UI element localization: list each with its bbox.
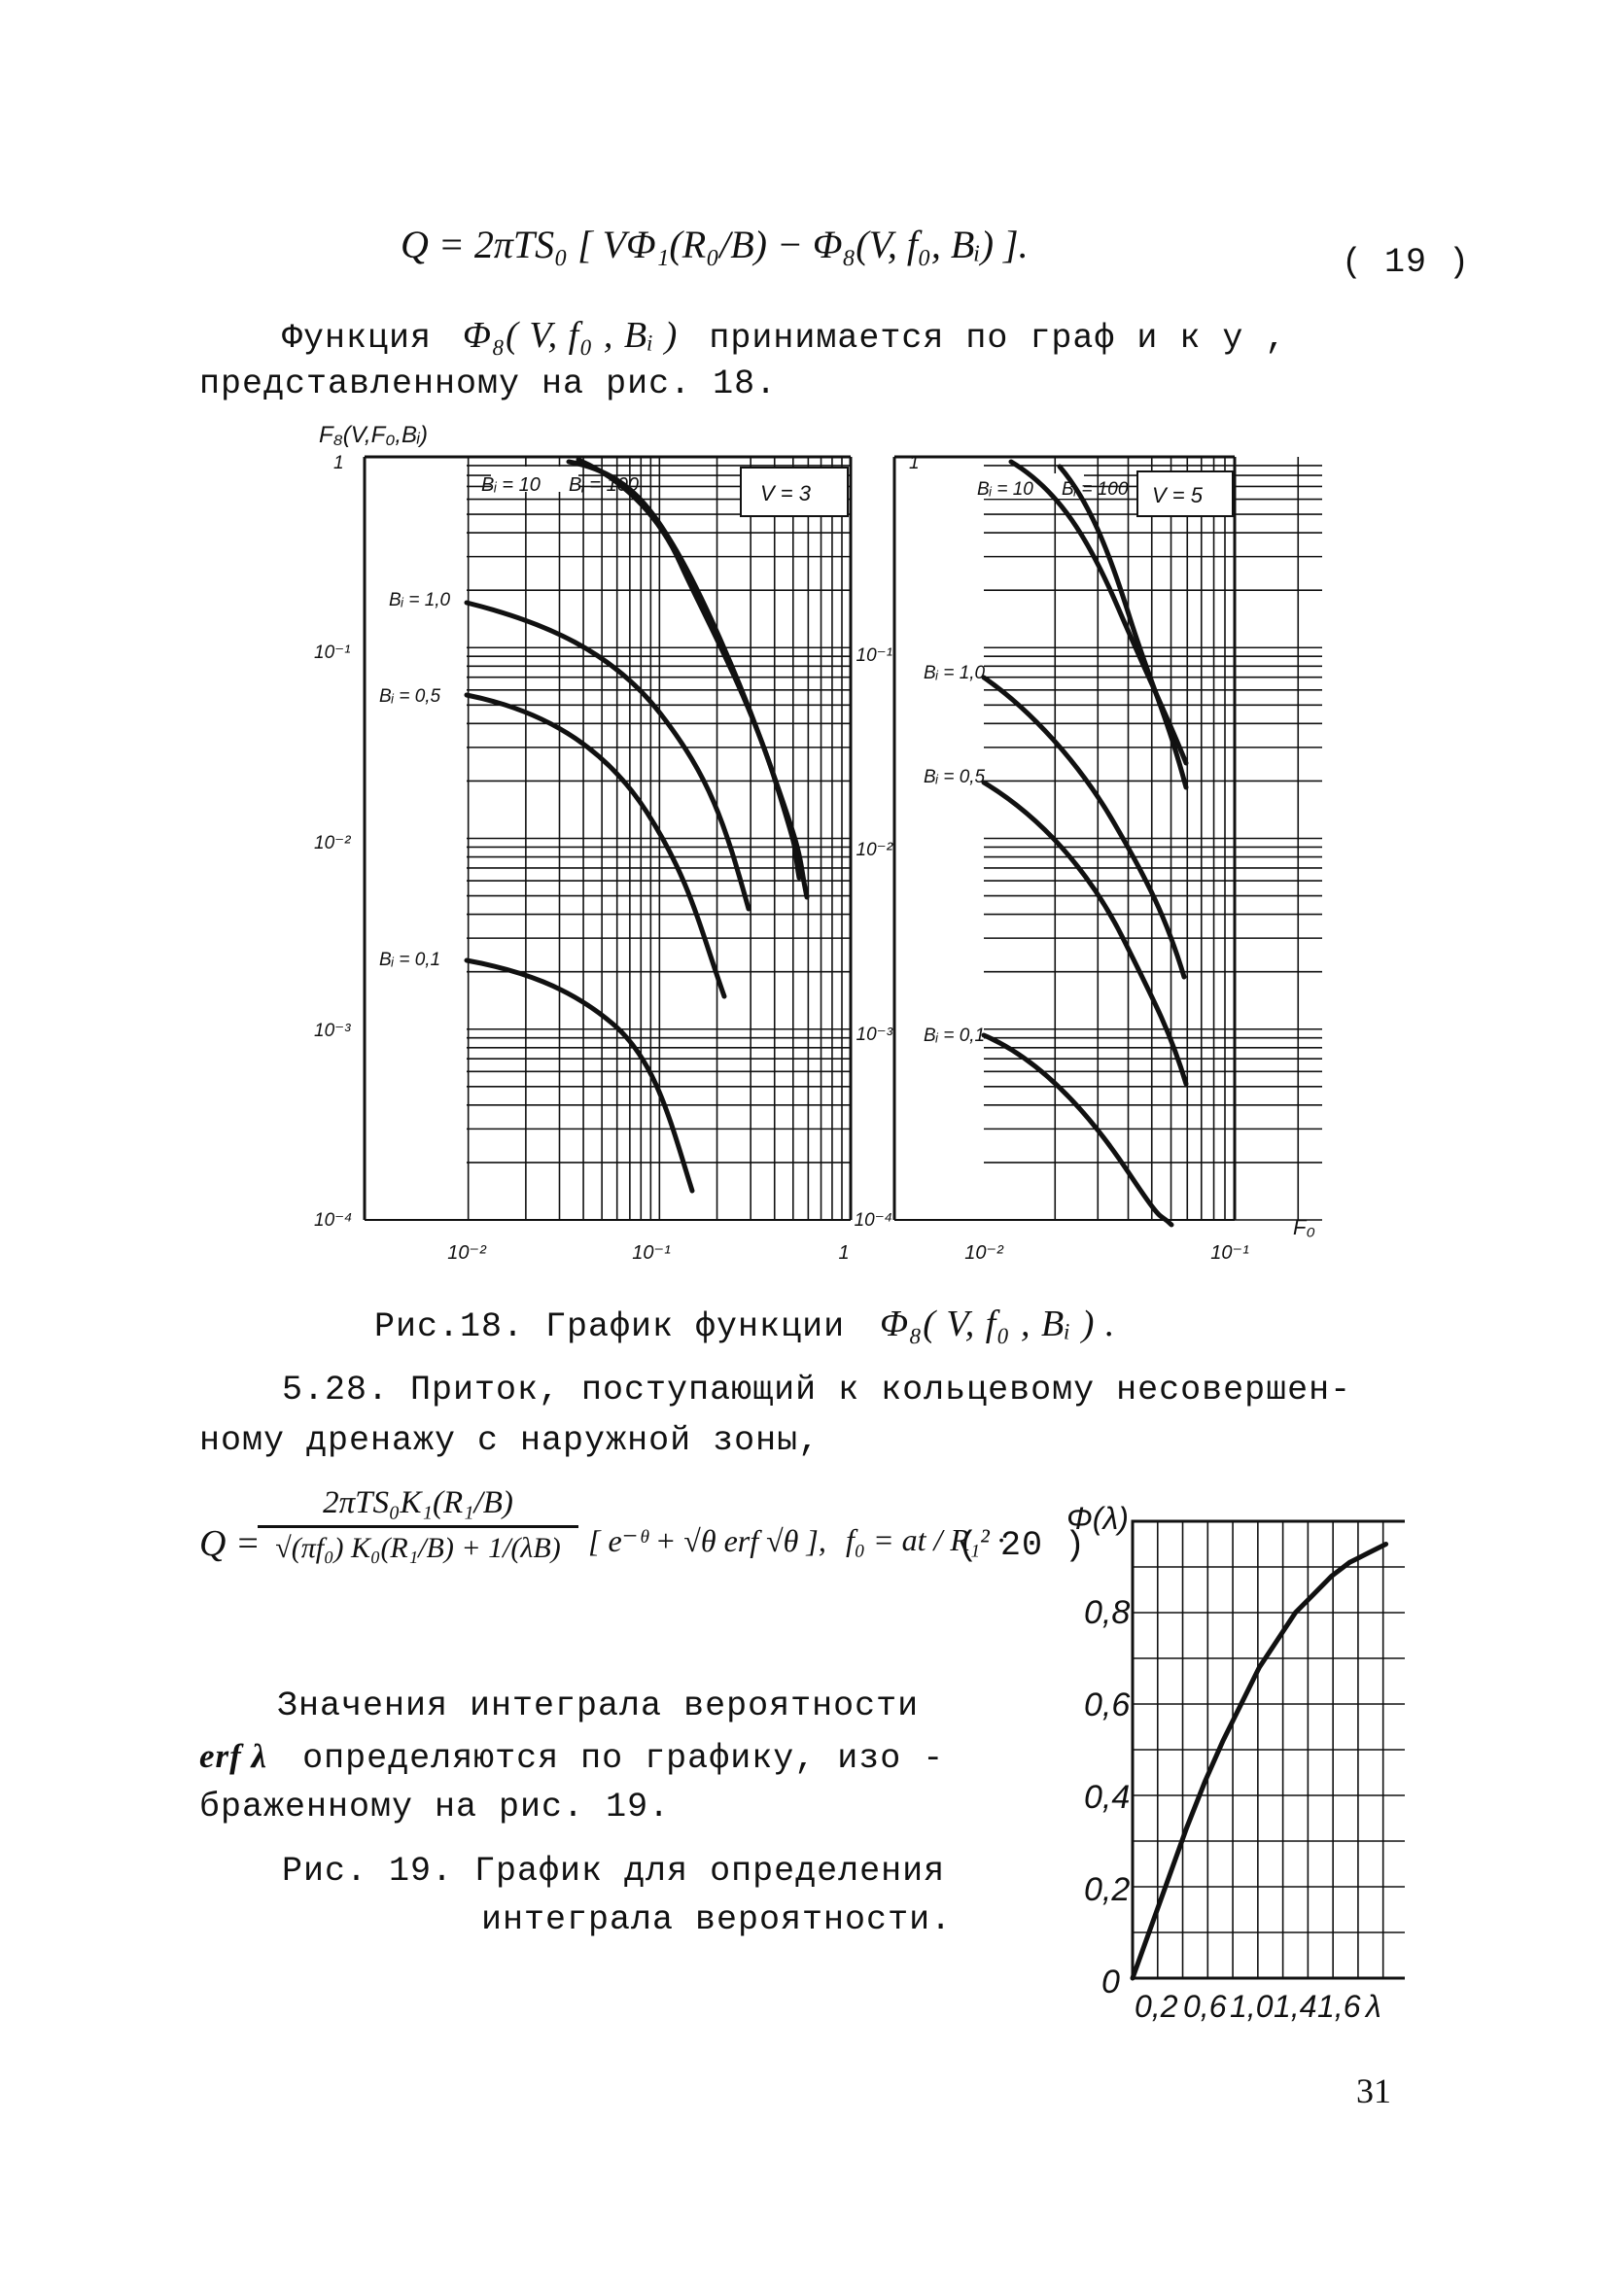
left-curve-bi-100 — [578, 460, 799, 878]
figure-19-x-tick-1-4: 1,4 — [1274, 1989, 1317, 2024]
left-label-bi-10: Bᵢ = 10 — [481, 474, 541, 496]
right-label-bi-0-5: Bᵢ = 0,5 — [924, 767, 986, 787]
equation-20-denominator: √(πf₀) K₀(R₁/B) + 1/(λB) — [275, 1532, 561, 1564]
equation-19-lhs: Q = 2πTS₀ — [401, 223, 569, 266]
figure-19-y-tick-0-4: 0,4 — [1084, 1779, 1131, 1816]
y-tick-right-1e-4: 10⁻⁴ — [854, 1210, 892, 1231]
left-curve-bi-0-5 — [467, 695, 724, 996]
paragraph-2-line-3: браженному на рис. 19. — [199, 1788, 671, 1826]
paragraph-2-function: erf λ — [199, 1737, 268, 1775]
x-tick-right-1e-2: 10⁻² — [964, 1242, 1003, 1264]
y-tick-right-1: 1 — [909, 453, 920, 473]
x-tick-left-1e-2: 10⁻² — [447, 1242, 486, 1264]
equation-20-fraction — [258, 1485, 578, 1565]
page-number: 31 — [1356, 2071, 1391, 2110]
equation-20-lhs: Q = — [199, 1523, 261, 1564]
equation-20-bracket: [ e⁻ᶿ + √θ erf √θ ], — [588, 1523, 826, 1558]
figure-18-x-axis-label: F₀ — [1293, 1215, 1315, 1239]
figure-18-right-panel — [894, 457, 1322, 1225]
left-curve-bi-0-1 — [467, 960, 692, 1191]
equation-20-numerator: 2πTS₀K₁(R₁/B) — [323, 1485, 513, 1520]
figure-18-caption-text: Рис.18. График функции — [374, 1307, 846, 1346]
figure-19-y-tick-0: 0 — [1101, 1964, 1120, 2000]
left-curve-bi-1-0 — [467, 603, 749, 909]
equation-19-number: ( 19 ) — [1342, 243, 1471, 282]
figure-19-caption-line-1: Рис. 19. График для определения — [282, 1852, 946, 1891]
figure-19-y-tick-0-2: 0,2 — [1084, 1871, 1131, 1908]
left-label-bi-0-1: Bᵢ = 0,1 — [379, 950, 441, 970]
paragraph-1-line-2: представленному на рис. 18. — [199, 365, 778, 403]
paragraph-1-text-b: принимается по граф и к у , — [709, 319, 1287, 358]
x-tick-right-1e-1: 10⁻¹ — [1210, 1242, 1249, 1264]
equation-19 — [401, 222, 1029, 267]
figure-19-caption-line-2: интеграла вероятности. — [481, 1900, 953, 1939]
right-label-bi-0-1: Bᵢ = 0,1 — [924, 1026, 986, 1046]
y-tick-left-1e-1: 10⁻¹ — [314, 643, 351, 663]
y-tick-right-1e-1: 10⁻¹ — [856, 645, 892, 666]
equation-20-f0-definition: f₀ = at / R₁² · — [846, 1522, 1005, 1557]
equation-20-fraction-bar — [258, 1525, 578, 1528]
equation-19-bracket: [ VΦ₁(R₀/B) − Φ₈(V, f₀, Bᵢ) ]. — [577, 223, 1029, 266]
y-tick-right-1e-2: 10⁻² — [856, 840, 892, 860]
figure-19-x-tick-0-6: 0,6 — [1183, 1989, 1227, 2024]
y-tick-left-1e-3: 10⁻³ — [314, 1021, 351, 1041]
figure-19-grid — [1133, 1521, 1405, 1978]
paragraph-1-line-1 — [282, 314, 1286, 358]
right-panel-grid — [984, 457, 1322, 1220]
equation-20-number: ( 20 ) — [958, 1526, 1087, 1565]
section-5-28-line-1: 5.28. Приток, поступающий к кольцевому несовершен- — [282, 1371, 1352, 1409]
figure-19-y-tick-0-8: 0,8 — [1084, 1594, 1131, 1631]
left-label-bi-0-5: Bᵢ = 0,5 — [379, 686, 441, 707]
paragraph-2-text: определяются по графику, изо - — [302, 1739, 945, 1778]
equation-20 — [199, 1485, 1065, 1612]
left-label-bi-100: Bᵢ = 100 — [569, 474, 639, 496]
figure-18-y-axis-label: F₈(V,F₀,Bᵢ) — [319, 422, 429, 448]
paragraph-1-text-a: Функция — [282, 319, 433, 358]
left-v-label: V = 3 — [760, 481, 811, 505]
y-tick-left-1e-2: 10⁻² — [314, 833, 351, 853]
right-label-bi-100: Bᵢ = 100 — [1062, 479, 1129, 500]
right-curve-bi-1-0 — [984, 678, 1184, 977]
figure-19-y-label: Φ(λ) — [1066, 1501, 1129, 1536]
left-curve-bi-10 — [569, 462, 807, 897]
paragraph-2-line-2 — [199, 1737, 944, 1778]
x-tick-left-1e-1: 10⁻¹ — [632, 1242, 671, 1264]
paragraph-2-line-1: Значения интеграла вероятности — [277, 1687, 920, 1725]
figure-19-x-label: λ — [1366, 1989, 1381, 2024]
figure-18-chart — [292, 413, 1322, 1283]
figure-19-x-tick-1-6: 1,6 — [1317, 1989, 1361, 2024]
right-label-bi-10: Bᵢ = 10 — [977, 479, 1033, 500]
figure-18-caption-function: Φ₈( V, f₀ , Bᵢ ) . — [880, 1304, 1116, 1344]
y-tick-right-1e-3: 10⁻³ — [856, 1025, 892, 1045]
y-tick-left-1: 1 — [333, 453, 344, 473]
figure-18-left-panel — [365, 457, 851, 1220]
right-v-label: V = 5 — [1152, 483, 1203, 507]
left-label-bi-1-0: Bᵢ = 1,0 — [389, 590, 451, 610]
figure-19-x-tick-1-0: 1,0 — [1230, 1989, 1274, 2024]
section-5-28-line-2: ному дренажу с наружной зоны, — [199, 1421, 821, 1460]
figure-19-curve — [1133, 1545, 1386, 1979]
figure-18-caption — [374, 1303, 1115, 1346]
figure-19-x-tick-0-2: 0,2 — [1135, 1989, 1178, 2024]
right-curve-bi-0-1 — [984, 1035, 1171, 1225]
x-tick-left-1: 1 — [838, 1242, 850, 1264]
figure-19-y-tick-0-6: 0,6 — [1084, 1687, 1131, 1723]
figure-19-chart — [1055, 1492, 1405, 2032]
right-label-bi-1-0: Bᵢ = 1,0 — [924, 663, 986, 683]
paragraph-1-function: Φ₈( V, f₀ , Bᵢ ) — [463, 315, 679, 356]
y-tick-left-1e-4: 10⁻⁴ — [314, 1210, 353, 1231]
